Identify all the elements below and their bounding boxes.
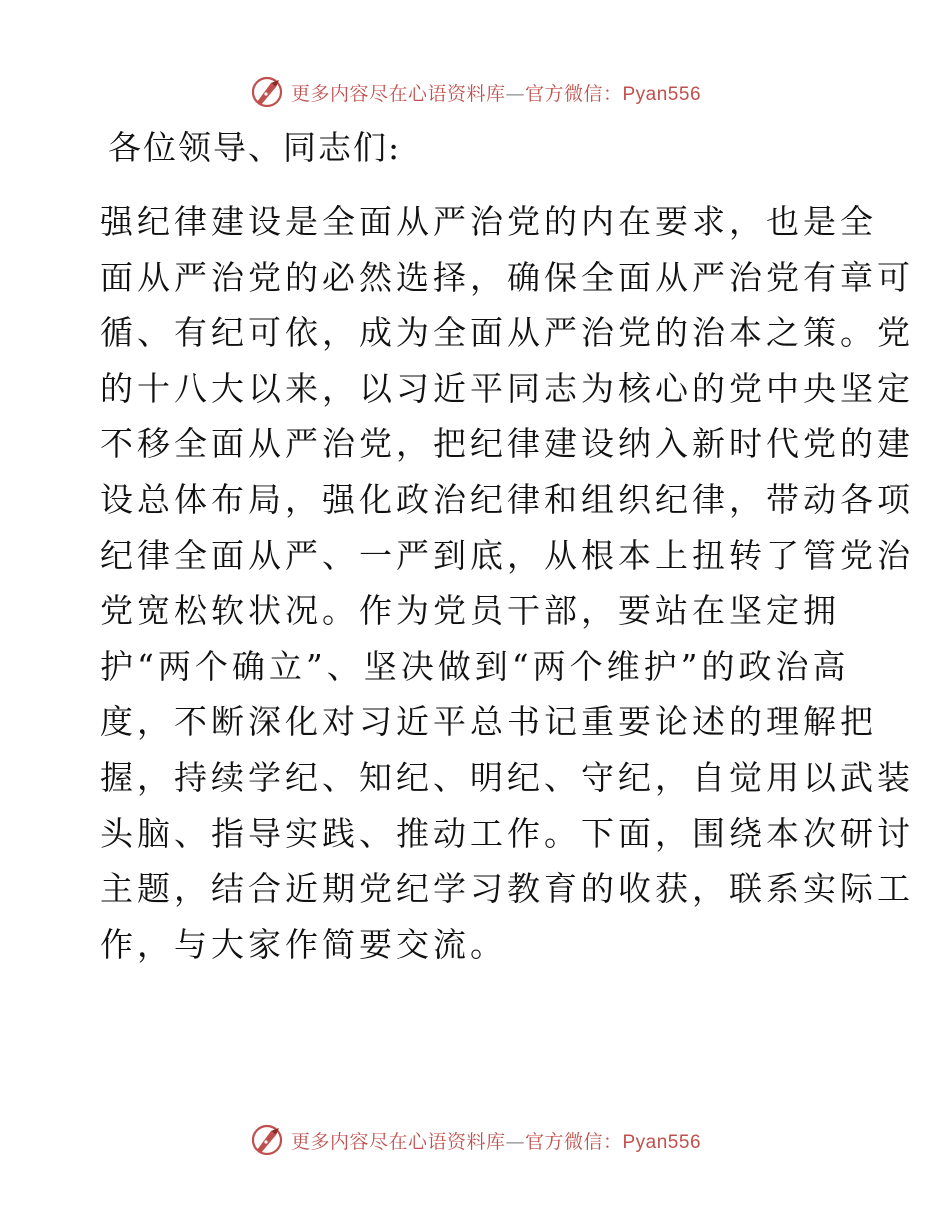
pen-nib-circle-icon <box>249 74 285 110</box>
text-line: 度，不断深化对习近平总书记重要论述的理解把 <box>100 702 877 742</box>
salutation: 各位领导、同志们: <box>108 128 402 167</box>
text-line: 设总体布局，强化政治纪律和组织纪律，带动各项 <box>100 479 914 519</box>
watermark-text <box>291 1127 701 1154</box>
watermark-header <box>0 72 950 112</box>
watermark-wechat-id: Pyan556 <box>622 1131 702 1153</box>
text-line: 握，持续学纪、知纪、明纪、守纪，自觉用以武装 <box>100 757 914 797</box>
text-line: 循、有纪可依，成为全面从严治党的治本之策。党 <box>100 313 914 353</box>
text-line: 党宽松软状况。作为党员干部，要站在坚定拥 <box>100 591 840 631</box>
watermark-wechat-id: Pyan556 <box>622 83 702 105</box>
document-body <box>100 198 914 976</box>
text-line: 头脑、指导实践、推动工作。下面，围绕本次研讨 <box>100 813 914 853</box>
watermark-site: 更多内容尽在心语资料库 <box>290 82 506 105</box>
watermark-separator: — <box>505 1130 525 1153</box>
text-line: 不移全面从严治党，把纪律建设纳入新时代党的建 <box>100 424 914 464</box>
text-line: 面从严治党的必然选择，确保全面从严治党有章可 <box>100 257 914 297</box>
watermark-site: 更多内容尽在心语资料库 <box>290 1130 506 1153</box>
text-line: 的十八大以来，以习近平同志为核心的党中央坚定 <box>100 368 914 408</box>
text-line: 主题，结合近期党纪学习教育的收获，联系实际工 <box>100 869 914 909</box>
watermark-separator: — <box>505 82 525 105</box>
text-line: 护“两个确立”、坚决做到“两个维护”的政治高 <box>100 646 850 686</box>
text-line: 强纪律建设是全面从严治党的内在要求，也是全 <box>100 202 877 241</box>
watermark-footer <box>0 1120 950 1160</box>
watermark-wechat-label: 官方微信： <box>524 82 623 105</box>
text-line: 纪律全面从严、一严到底，从根本上扭转了管党治 <box>100 535 914 575</box>
text-line: 作，与大家作简要交流。 <box>100 924 507 964</box>
pen-nib-circle-icon <box>249 1122 285 1158</box>
watermark-text <box>291 79 701 106</box>
watermark-wechat-label: 官方微信： <box>524 1130 623 1153</box>
